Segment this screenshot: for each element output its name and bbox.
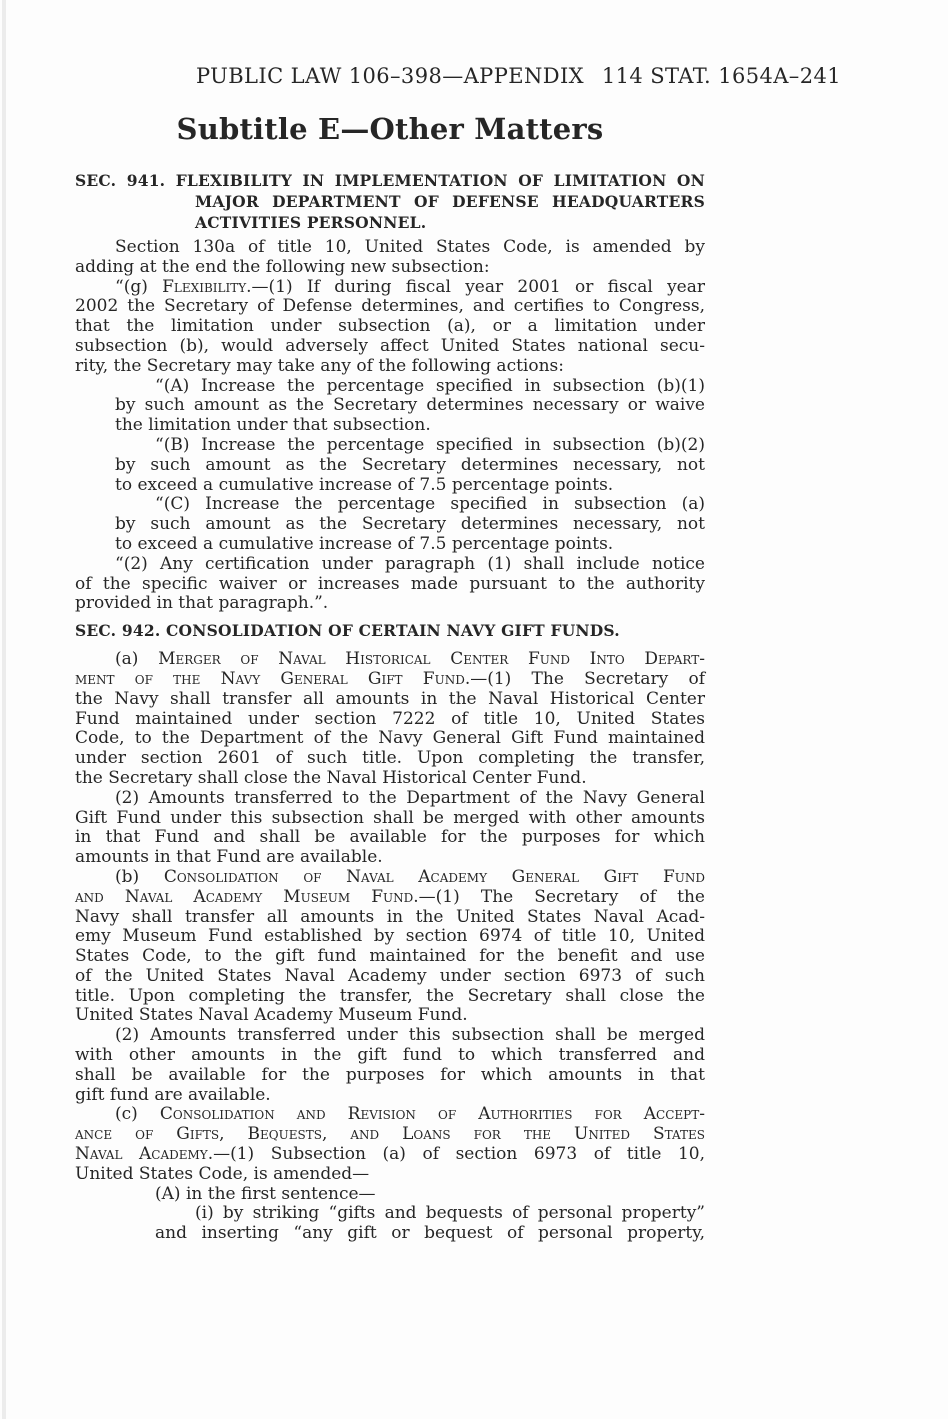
text-line: SEC. 942. CONSOLIDATION OF CERTAIN NAVY GIFT FUNDS. xyxy=(75,621,620,641)
text-line: by such amount as the Secretary determines necessary or waive xyxy=(115,395,705,416)
sec-942-heading xyxy=(75,621,705,641)
running-header xyxy=(75,64,841,90)
paragraph-2-certification xyxy=(75,555,705,614)
text-line: (2) Amounts transferred under this subsection shall be merged xyxy=(115,1025,705,1046)
text-line: 2002 the Secretary of Defense determines, and certifies to Congress, xyxy=(75,296,705,317)
text-line: in that Fund and shall be available for the purposes for which xyxy=(75,827,705,848)
text-line: by such amount as the Secretary determines necessary, not xyxy=(115,514,705,535)
text-line: Fund maintained under section 7222 of title 10, United States xyxy=(75,708,705,729)
text-line: ment of the Navy General Gift Fund.—(1) The Secretary of xyxy=(75,668,705,689)
text-line: (a) Merger of Naval Historical Center Fund Into Depart- xyxy=(115,649,705,670)
text-line: (b) Consolidation of Naval Academy General Gift Fund xyxy=(115,866,705,887)
header-stat-page: 114 STAT. 1654A–241 xyxy=(601,64,841,88)
scan-edge-artifact xyxy=(2,0,6,1419)
text-line: and inserting “any gift or bequest of personal property, xyxy=(155,1223,705,1244)
sec-941-heading xyxy=(75,170,705,233)
subparagraph-c-A xyxy=(75,1185,705,1205)
text-line: (i) by striking “gifts and bequests of personal property” xyxy=(195,1203,705,1224)
text-line: Gift Fund under this subsection shall be merged with other amounts xyxy=(75,807,705,828)
text-line: “(C) Increase the percentage specified in subsection (a) xyxy=(155,494,705,515)
text-line: “(A) Increase the percentage specified in subsection (b)(1) xyxy=(155,375,705,396)
text-line: provided in that paragraph.”. xyxy=(75,593,329,614)
text-line: Section 130a of title 10, United States Code, is amended by xyxy=(115,237,705,257)
text-column xyxy=(75,113,705,1244)
text-line: with other amounts in the gift fund to which transferred and xyxy=(75,1045,705,1066)
text-line: MAJOR DEPARTMENT OF DEFENSE HEADQUARTERS xyxy=(195,192,705,211)
paragraph-amendment-intro xyxy=(75,238,705,278)
text-line: “(2) Any certification under paragraph (1) shall include notice xyxy=(115,553,705,574)
text-line: title. Upon completing the transfer, the Secretary shall close the xyxy=(75,985,705,1006)
text-line: under section 2601 of such title. Upon completing the transfer, xyxy=(75,748,705,769)
text-line: United States Naval Academy Museum Fund. xyxy=(75,1005,468,1026)
text-line: subsection (b), would adversely affect United States national secu- xyxy=(75,335,705,356)
text-line: States Code, to the gift fund maintained for the benefit and use xyxy=(75,946,705,967)
text-line: the Navy shall transfer all amounts in the Naval Historical Center xyxy=(75,688,705,709)
text-line: the limitation under that subsection. xyxy=(115,415,431,436)
text-line: of the specific waiver or increases made pursuant to the authority xyxy=(75,573,705,594)
text-line: rity, the Secretary may take any of the following actions: xyxy=(75,355,564,376)
paragraph-a2-amounts xyxy=(75,789,705,868)
paragraph-b2-amounts xyxy=(75,1026,705,1105)
text-line: (2) Amounts transferred to the Department of the Navy General xyxy=(115,787,705,808)
text-line: adding at the end the following new subsection: xyxy=(75,256,490,277)
subparagraph-A xyxy=(75,377,705,436)
paragraph-b-consolidation xyxy=(75,868,705,1026)
text-line: SEC. 941. FLEXIBILITY IN IMPLEMENTATION OF LIMITATION ON xyxy=(75,171,705,190)
text-line: gift fund are available. xyxy=(75,1084,271,1105)
paragraph-c-authorities xyxy=(75,1105,705,1184)
text-line: “(g) Flexibility.—(1) If during fiscal year 2001 or fiscal year xyxy=(115,276,705,297)
text-line: to exceed a cumulative increase of 7.5 percentage points. xyxy=(115,474,614,495)
text-line: shall be available for the purposes for which amounts in that xyxy=(75,1064,705,1085)
paragraph-a-merger xyxy=(75,650,705,789)
subparagraph-C xyxy=(75,495,705,554)
text-line: amounts in that Fund are available. xyxy=(75,847,383,868)
text-line: of the United States Naval Academy under section 6973 of such xyxy=(75,965,705,986)
text-line: emy Museum Fund established by section 6974 of title 10, United xyxy=(75,926,705,947)
header-law-title: PUBLIC LAW 106–398—APPENDIX xyxy=(195,64,585,88)
text-line: the Secretary shall close the Naval Historical Center Fund. xyxy=(75,767,587,788)
subtitle-heading: Subtitle E—Other Matters xyxy=(176,112,604,146)
text-line: Naval Academy.—(1) Subsection (a) of section 6973 of title 10, xyxy=(75,1144,705,1165)
text-line: Navy shall transfer all amounts in the United States Naval Acad- xyxy=(75,906,705,927)
paragraph-g-flexibility xyxy=(75,278,705,377)
text-line: by such amount as the Secretary determines necessary, not xyxy=(115,454,705,475)
text-line: (c) Consolidation and Revision of Authorities for Accept- xyxy=(115,1104,705,1125)
text-line: United States Code, is amended— xyxy=(75,1163,370,1184)
text-line: “(B) Increase the percentage specified in subsection (b)(2) xyxy=(155,434,705,455)
subparagraph-B xyxy=(75,436,705,495)
text-line: ance of Gifts, Bequests, and Loans for the United States xyxy=(75,1124,705,1145)
text-line: (A) in the first sentence— xyxy=(155,1183,376,1204)
text-line: and Naval Academy Museum Fund.—(1) The Secretary of the xyxy=(75,886,705,907)
text-line: ACTIVITIES PERSONNEL. xyxy=(195,213,427,232)
text-line: Code, to the Department of the Navy General Gift Fund maintained xyxy=(75,728,705,749)
text-line: that the limitation under subsection (a), or a limitation under xyxy=(75,316,705,337)
text-line: to exceed a cumulative increase of 7.5 percentage points. xyxy=(115,533,614,554)
clause-c-A-i xyxy=(75,1204,705,1244)
